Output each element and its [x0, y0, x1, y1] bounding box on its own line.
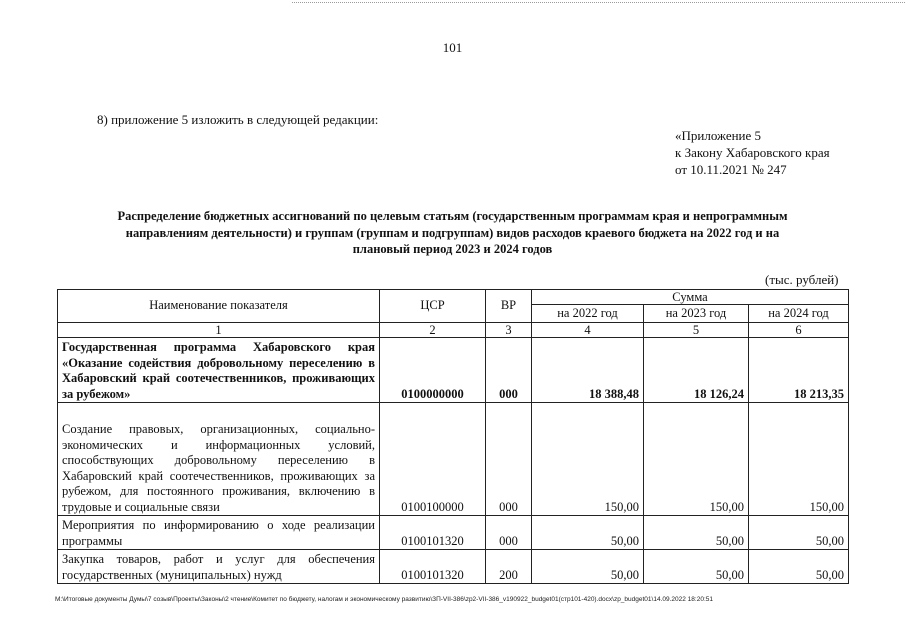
- row-value-2023: 50,00: [644, 550, 749, 584]
- table-row: [58, 550, 849, 584]
- row-value-2023: 150,00: [644, 403, 749, 516]
- header-sum: Сумма: [532, 290, 849, 305]
- document-title: [40, 208, 865, 258]
- index-cell: 5: [644, 323, 749, 338]
- row-name: Создание правовых, организационных, социально-экономических и информационных условий, способствующих добровольному переселению в Хабаровский край соотечественников, проживающих за рубежом, для постоянного проживания, включению в трудовые и социальные связи: [58, 403, 380, 516]
- units-label: (тыс. рублей): [765, 272, 839, 287]
- row-value-2023: 18 126,24: [644, 338, 749, 403]
- row-csr: 0100101320: [380, 550, 486, 584]
- header-vr: ВР: [486, 290, 532, 323]
- row-vr: 000: [486, 516, 532, 550]
- appendix-line-2: к Закону Хабаровского края: [675, 145, 830, 160]
- row-value-2024: 150,00: [749, 403, 849, 516]
- row-value-2022: 50,00: [532, 550, 644, 584]
- appendix-reference: [675, 127, 830, 178]
- row-value-2024: 18 213,35: [749, 338, 849, 403]
- row-value-2023: 50,00: [644, 516, 749, 550]
- amendment-text: 8) приложение 5 изложить в следующей редакции:: [97, 112, 379, 127]
- row-csr: 0100000000: [380, 338, 486, 403]
- row-name: Закупка товаров, работ и услуг для обеспечения государственных (муниципальных) нужд: [58, 550, 380, 584]
- title-line-2: направлениям деятельности) и группам (группам и подгруппам) видов расходов краевого бюджета на 2022 год и на: [125, 225, 780, 240]
- index-cell: 4: [532, 323, 644, 338]
- appendix-line-1: «Приложение 5: [675, 128, 762, 143]
- index-row: [58, 323, 849, 338]
- index-cell: 3: [486, 323, 532, 338]
- index-cell: 1: [58, 323, 380, 338]
- row-name: Государственная программа Хабаровского края «Оказание содействия добровольному переселению в Хабаровский край соотечественников, проживающих за рубежом»: [58, 338, 380, 403]
- header-year-2024: на 2024 год: [749, 305, 849, 323]
- header-year-2022: на 2022 год: [532, 305, 644, 323]
- table-row: [58, 338, 849, 403]
- title-line-3: плановый период 2023 и 2024 годов: [352, 242, 553, 256]
- table-row: [58, 516, 849, 550]
- row-value-2024: 50,00: [749, 516, 849, 550]
- page-number: 101: [442, 40, 463, 55]
- file-path-footer: M:\Итоговые документы Думы\7 созыв\Проекты\Законы\2 чтение\Комитет по бюджету, налогам и экономическому развитию\ЗП-VII-386\zp2-VII-386_v190922_budget01(стр101-420).docx\zp_budget01\14.09.2022 18:20:51: [55, 596, 713, 603]
- row-value-2022: 50,00: [532, 516, 644, 550]
- row-value-2024: 50,00: [749, 550, 849, 584]
- row-name: Мероприятия по информированию о ходе реализации программы: [58, 516, 380, 550]
- row-value-2022: 150,00: [532, 403, 644, 516]
- title-line-1: Распределение бюджетных ассигнований по целевым статьям (государственным программам края и непрограммным: [117, 209, 788, 223]
- row-vr: 000: [486, 403, 532, 516]
- row-vr: 000: [486, 338, 532, 403]
- header-year-2023: на 2023 год: [644, 305, 749, 323]
- budget-table: [57, 289, 849, 584]
- top-dotted-line: [292, 2, 905, 3]
- row-csr: 0100100000: [380, 403, 486, 516]
- index-cell: 2: [380, 323, 486, 338]
- table-row: [58, 403, 849, 516]
- row-value-2022: 18 388,48: [532, 338, 644, 403]
- index-cell: 6: [749, 323, 849, 338]
- appendix-line-3: от 10.11.2021 № 247: [675, 162, 787, 177]
- header-row-1: [58, 290, 849, 305]
- header-csr: ЦСР: [380, 290, 486, 323]
- header-name: Наименование показателя: [58, 290, 380, 323]
- row-vr: 200: [486, 550, 532, 584]
- row-csr: 0100101320: [380, 516, 486, 550]
